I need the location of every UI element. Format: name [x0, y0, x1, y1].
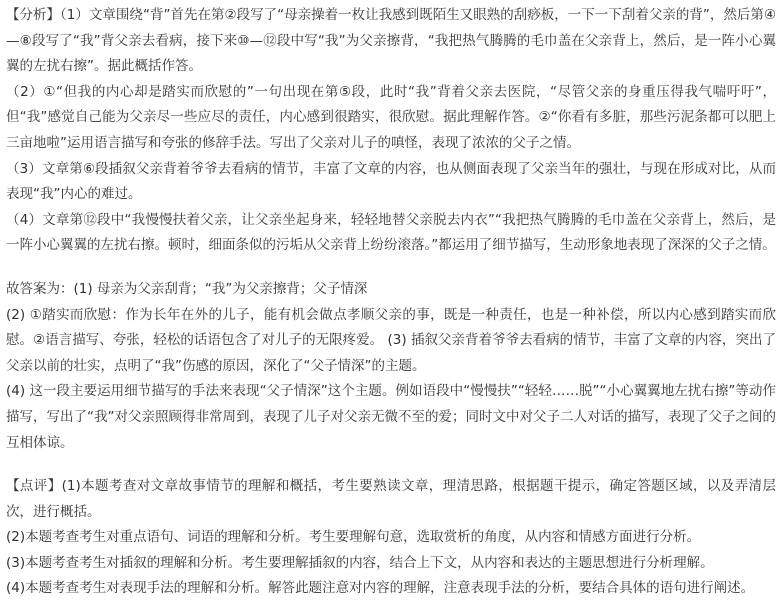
section-spacer	[6, 259, 776, 277]
answer-paragraph-3: (4) 这一段主要运用细节描写的手法来表现“父子情深”这个主题。例如语段中“慢慢扶”“轻轻……脱”“小心翼翼地左扰右擦”等动作描写，写出了“我”对父亲照顾得非常周到，表现了儿子对父亲无微不至的爱；同时文中对父子二人对话的描写，表现了父子之间的互相体谅。	[6, 383, 776, 451]
comment-paragraph-1	[6, 474, 776, 525]
comment-paragraph-4: (4)本题考查考生对表现手法的理解和分析。解答此题注意对内容的理解，注意表现手法的分析，要结合具体的语句进行阐述。	[6, 580, 755, 597]
answer-paragraph-1: 故答案为：(1) 母亲为父亲刮背；“我”为父亲擦背；父子情深	[6, 280, 368, 297]
answer-paragraph-2: (2) ①踏实而欣慰：作为长年在外的儿子，能有机会做点孝顺父亲的事，既是一种责任，也是一种补偿，所以内心感到踏实而欣慰。②语言描写、夸张，轻松的话语包含了对儿子的无限疼爱。 (3) 插叙父亲背着爷爷去看病的情节，丰富了文章的内容，突出了父亲以前的壮实，点明了“我”伤感的原因，深化了“父子情深”的主题。	[6, 306, 776, 374]
answer-section	[6, 277, 776, 456]
comment-paragraph-3: (3)本题考查考生对插叙的理解和分析。考生要理解插叙的内容，结合上下文，从内容和表达的主题思想进行分析理解。	[6, 554, 714, 571]
comment-section	[6, 474, 776, 602]
comment-label: 【点评】	[6, 478, 62, 495]
analysis-paragraph-4: （4）文章第⑫段中“我慢慢扶着父亲，让父亲坐起身来，轻轻地替父亲脱去内衣”“我把热气腾腾的毛巾盖在父亲背上，然后，是一阵小心翼翼的左扰右擦。顿时，细面条似的污垢从父亲背上纷纷滚落。”都运用了细节描写，生动形象地表现了深深的父子之情。	[6, 211, 776, 254]
section-spacer	[6, 456, 776, 474]
analysis-label: 【分析】	[6, 7, 61, 23]
analysis-paragraph-3: （3）文章第⑥段插叙父亲背着爷爷去看病的情节，丰富了文章的内容，也从侧面表现了父亲当年的强壮，与现在形成对比，从而表现“我”内心的难过。	[6, 160, 776, 203]
comment-point-1: (1)本题考查对文章故事情节的理解和概括，考生要熟读文章，理清思路，根据题干提示，确定答题区域，以及弄清层次，进行概括。	[6, 478, 777, 520]
analysis-paragraph-2: （2）①“但我的内心却是踏实而欣慰的”一句出现在第⑤段，此时“我”背着父亲去医院，“尽管父亲的身重压得我气喘吁吁”，但“我”感觉自己能为父亲尽一些应尽的责任，内心感到很踏实，很欣慰。据此理解作答。②“你看有多脏，那些污泥条都可以肥上三亩地啦”运用语言描写和夸张的修辞手法。写出了父亲对儿子的嗔怪，表现了浓浓的父子之情。	[6, 83, 776, 151]
comment-paragraph-2: (2)本题考查考生对重点语句、词语的理解和分析。考生要理解句意，选取赏析的角度，从内容和情感方面进行分析。	[6, 529, 701, 546]
analysis-paragraph-1	[6, 3, 776, 80]
analysis-section	[6, 3, 776, 259]
analysis-point-1: （1）文章围绕“背”首先在第②段写了“母亲操着一枚让我感到既陌生又眼熟的刮痧板，一下一下刮着父亲的背”，然后第④—⑧段写了“我”背父亲去看病，接下来⑩—⑫段中写“我”为父亲擦背，“我把热气腾腾的毛巾盖在父亲背上，然后，是一阵小心翼翼的左扰右擦”。据此概括作答。	[6, 7, 777, 75]
